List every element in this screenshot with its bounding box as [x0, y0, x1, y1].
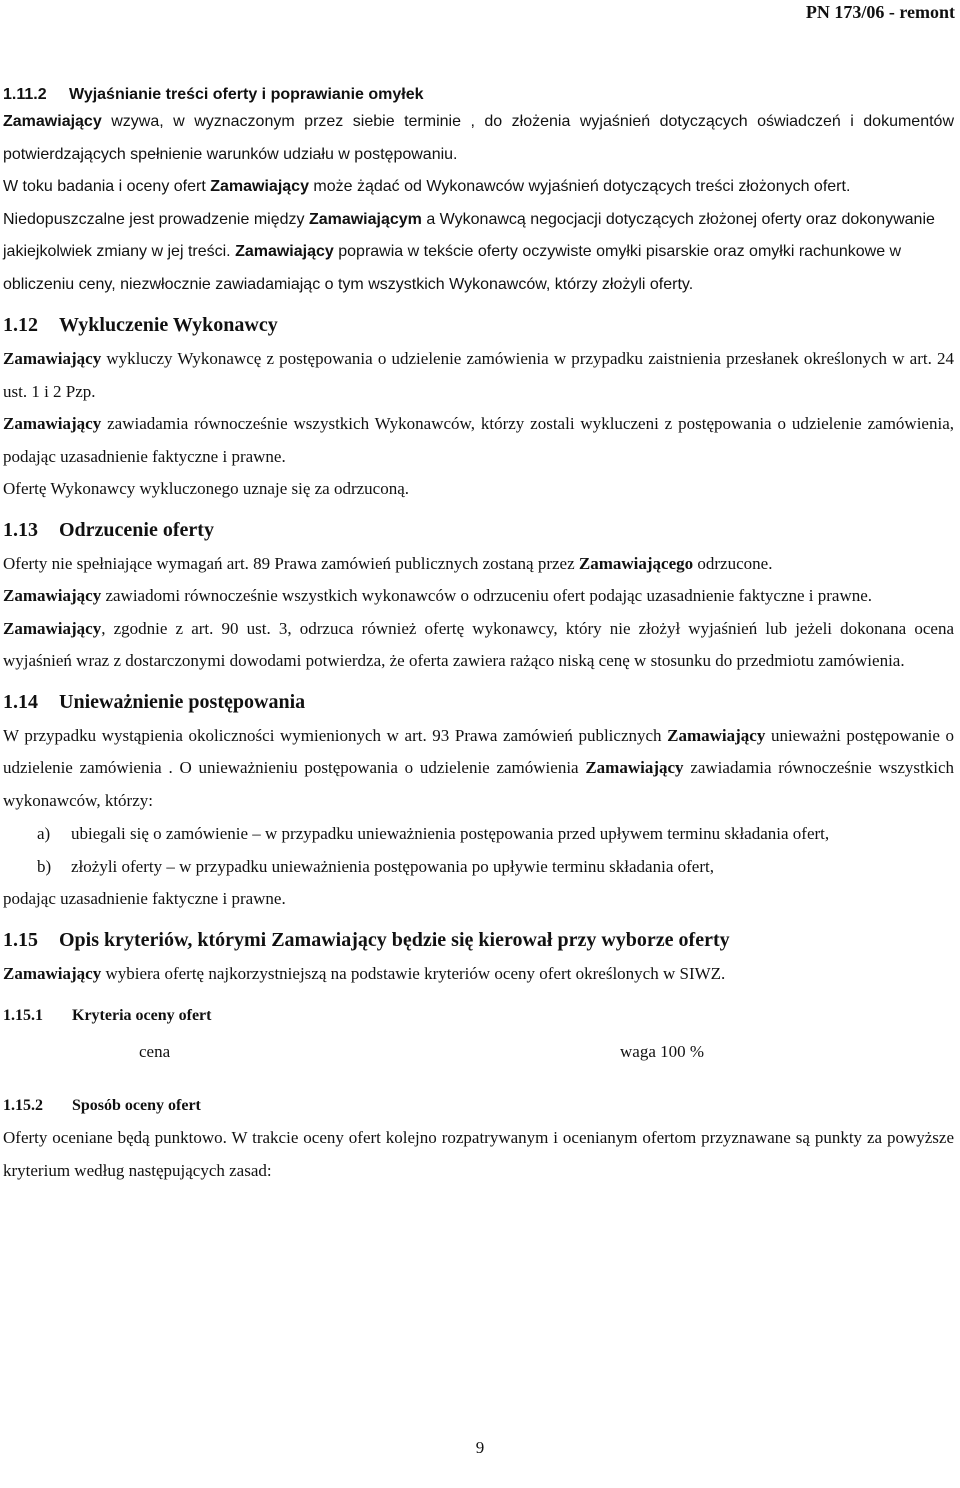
emphasis: Zamawiający [3, 586, 102, 605]
paragraph [3, 958, 954, 991]
list-item [3, 817, 954, 850]
text: odrzucone. [693, 553, 773, 573]
section-heading [3, 684, 954, 720]
paragraph [3, 548, 954, 581]
emphasis: Zamawiający [3, 349, 102, 368]
paragraph [3, 343, 954, 408]
emphasis: Zamawiający [3, 618, 102, 638]
emphasis: Zamawiającym [308, 210, 422, 228]
subsection-number: 1.15.2 [3, 1097, 43, 1114]
section-1-11-2 [3, 86, 954, 301]
document-body [3, 70, 954, 1187]
subsection-heading [3, 1090, 954, 1122]
paragraph: podając uzasadnienie faktyczne i prawne. [3, 889, 286, 908]
section-1-13 [3, 512, 954, 678]
text: zawiadamia równocześnie wszystkich Wykonawców, którzy zostali wykluczeni z postępowania o udzielenie zamówienia, podając uzasadnienie faktyczne i prawne. [3, 414, 954, 466]
text: zawiadamia równocześnie wszystkich wykonawców, którzy: [3, 758, 954, 810]
emphasis: Zamawiający [3, 113, 102, 130]
text: W przypadku wystąpienia okoliczności wymienionych w art. 93 Prawa zamówień publicznych [3, 725, 668, 745]
section-1-14 [3, 684, 954, 916]
subsection-title: Sposób oceny ofert [72, 1097, 201, 1114]
text: poprawia w tekście oferty oczywiste omyłki pisarskie oraz omyłki rachunkowe w obliczeniu ceny, niezwłocznie zawiadamiając o tym wszystkich Wykonawców, którzy złożyli oferty. [3, 243, 902, 293]
text: może żądać od Wykonawców wyjaśnień dotyczących treści złożonych ofert. [308, 178, 851, 195]
paragraph [3, 720, 954, 818]
section-heading [3, 86, 954, 104]
criterion-row [3, 1032, 954, 1080]
emphasis: Zamawiający [3, 414, 102, 433]
section-number: 1.12 [3, 314, 38, 336]
text: Niedopuszczalne jest prowadzenie między [3, 210, 309, 228]
emphasis: Zamawiającego [578, 553, 694, 573]
section-title: Odrzucenie oferty [59, 518, 214, 541]
section-title: Wyjaśnianie treści oferty i poprawianie omyłek [69, 86, 424, 103]
section-heading [3, 512, 954, 548]
section-number: 1.14 [3, 690, 38, 713]
paragraph: Ofertę Wykonawcy wykluczonego uznaje się za odrzuconą. [3, 479, 410, 498]
emphasis: Zamawiający [3, 963, 102, 983]
section-number: 1.13 [3, 518, 38, 541]
list-item-text: złożyli oferty – w przypadku unieważnienia postępowania po upływie terminu składania ofert, [71, 857, 714, 876]
paragraph [3, 171, 954, 204]
paragraph [3, 408, 954, 473]
text: zawiadomi równocześnie wszystkich wykonawców o odrzuceniu ofert podając uzasadnienie faktyczne i prawne. [101, 586, 873, 605]
section-heading [3, 922, 954, 958]
section-title: Wykluczenie Wykonawcy [59, 314, 278, 336]
text: Oferty nie spełniające wymagań art. 89 Prawa zamówień publicznych zostaną przez [3, 553, 579, 573]
document-id: PN 173/06 - remont [805, 2, 955, 22]
section-title: Opis kryteriów, którymi Zamawiający będzie się kierował przy wyborze oferty [59, 928, 730, 951]
subsection-number: 1.15.1 [3, 1007, 43, 1024]
subsection-title: Kryteria oceny ofert [72, 1007, 212, 1024]
text: W toku badania i oceny ofert [3, 178, 211, 195]
emphasis: Zamawiający [210, 178, 309, 195]
list-item [3, 850, 954, 883]
list-item-text: ubiegali się o zamówienie – w przypadku unieważnienia postępowania przed upływem terminu składania ofert, [71, 824, 830, 843]
paragraph [3, 204, 954, 302]
list-marker: a) [37, 824, 51, 843]
list-marker: b) [37, 857, 52, 876]
section-number: 1.11.2 [3, 86, 47, 103]
criterion-weight: waga 100 % [620, 1042, 705, 1061]
text: wybiera ofertę najkorzystniejszą na podstawie kryteriów oceny ofert określonych w SIWZ. [101, 963, 726, 983]
section-title: Unieważnienie postępowania [59, 690, 306, 713]
criterion-name: cena [139, 1042, 171, 1061]
text: wzywa, w wyznaczonym przez siebie terminie , do złożenia wyjaśnień dotyczących oświadczeń i dokumentów potwierdzających spełnienie warunków udziału w postępowaniu. [3, 113, 954, 163]
emphasis: Zamawiający [235, 243, 334, 260]
page-number: 9 [475, 1438, 485, 1457]
paragraph [3, 106, 954, 171]
section-1-12 [3, 307, 954, 506]
text: a Wykonawcą negocjacji dotyczących złożonej oferty oraz dokonywanie jakiejkolwiek zmiany w jej treści. [3, 210, 935, 260]
text: unieważni postępowanie o udzielenie zamówienia . O unieważnieniu postępowania o udzielenie zamówienia [3, 725, 954, 777]
emphasis: Zamawiający [667, 725, 766, 745]
paragraph [3, 613, 954, 678]
text: wykluczy Wykonawcę z postępowania o udzielenie zamówienia w przypadku zaistnienia przesłanek określonych w art. 24 ust. 1 i 2 Pzp. [3, 349, 954, 401]
section-heading [3, 307, 954, 343]
text: , zgodnie z art. 90 ust. 3, odrzuca również ofertę wykonawcy, który nie złożył wyjaśnień lub jeżeli dokonana ocena wyjaśnień wraz z dostarczonymi dowodami potwierdza, że oferta zawiera rażąco niską cenę w stosunku do przedmiotu zamówienia. [3, 618, 954, 670]
section-number: 1.15 [3, 928, 38, 951]
emphasis: Zamawiający [585, 758, 684, 777]
paragraph [3, 580, 954, 613]
paragraph: Oferty oceniane będą punktowo. W trakcie oceny ofert kolejno rozpatrywanym i ocenianym ofertom przyznawane są punkty za powyższe kryterium według następujących zasad: [3, 1128, 954, 1180]
section-1-15 [3, 922, 954, 1188]
subsection-heading [3, 1000, 954, 1032]
